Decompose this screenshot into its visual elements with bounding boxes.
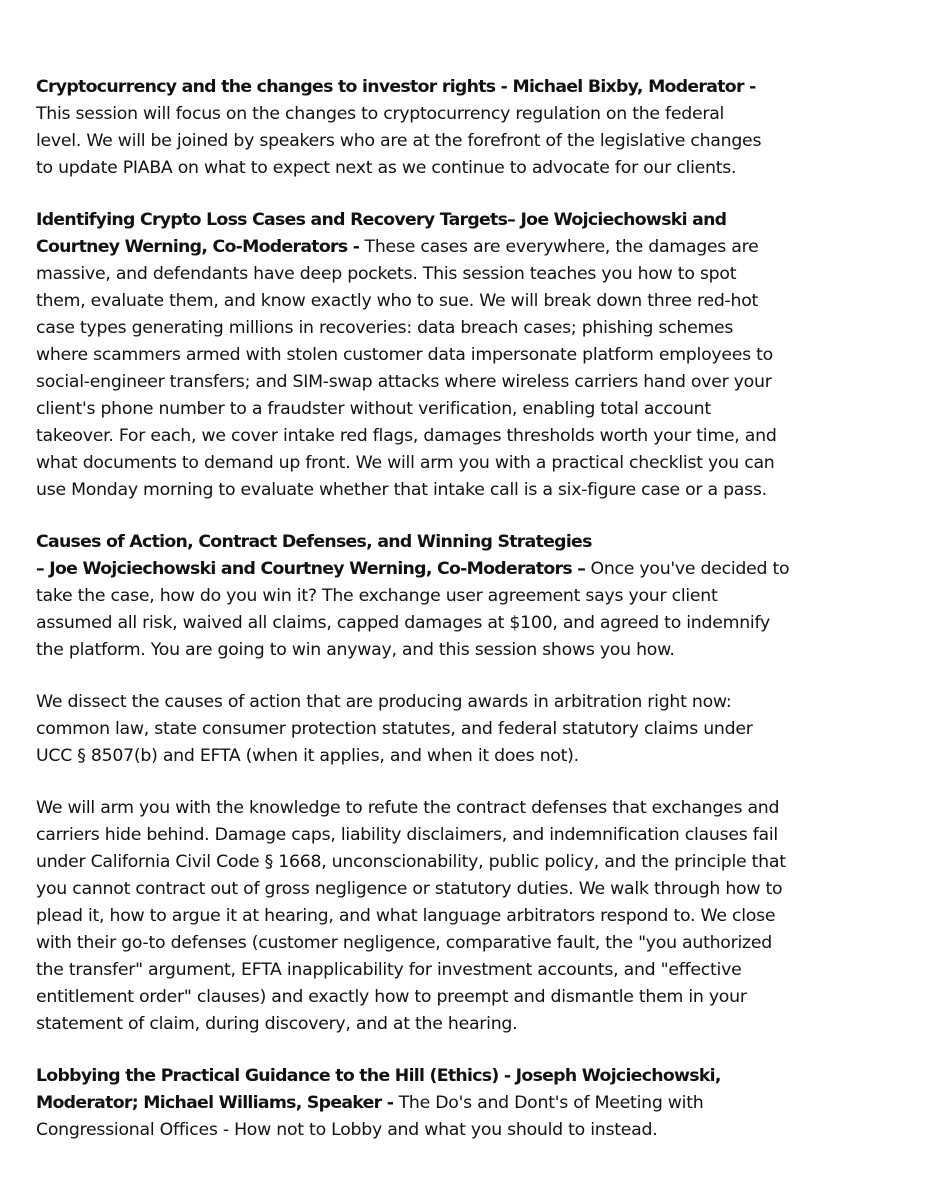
text-line: [36, 261, 789, 288]
session-body-text: We will arm you with the knowledge to refute the contract defenses that exchanges and: [36, 798, 780, 818]
session-body-text: statement of claim, during discovery, and at the hearing.: [36, 1014, 518, 1034]
session-body-text: The Do's and Dont's of Meeting with: [398, 1093, 704, 1113]
text-line: [36, 128, 789, 155]
session-paragraph: [36, 529, 789, 664]
session-body-text: under California Civil Code § 1668, unconscionability, public policy, and the principle that: [36, 852, 786, 872]
session-body-text: you cannot contract out of gross negligence or statutory duties. We walk through how to: [36, 879, 783, 899]
session-body-text: what documents to demand up front. We will arm you with a practical checklist you can: [36, 453, 775, 473]
text-line: [36, 957, 789, 984]
session-body-text: common law, state consumer protection statutes, and federal statutory claims under: [36, 719, 753, 739]
session-heading-text: Identifying Crypto Loss Cases and Recovery Targets– Joe Wojciechowski and: [36, 210, 727, 230]
text-line: [36, 583, 789, 610]
session-body-text: massive, and defendants have deep pockets. This session teaches you how to spot: [36, 264, 737, 284]
session-body-text: where scammers armed with stolen customer data impersonate platform employees to: [36, 345, 773, 365]
session-body-text: client's phone number to a fraudster without verification, enabling total account: [36, 399, 711, 419]
text-line: [36, 1063, 789, 1090]
text-line: [36, 234, 789, 261]
session-body-text: to update PIABA on what to expect next as we continue to advocate for our clients.: [36, 158, 737, 178]
text-line: [36, 207, 789, 234]
session-body-text: takeover. For each, we cover intake red flags, damages thresholds worth your time, and: [36, 426, 777, 446]
text-line: [36, 822, 789, 849]
text-line: [36, 610, 789, 637]
session-body-text: level. We will be joined by speakers who are at the forefront of the legislative changes: [36, 131, 762, 151]
session-paragraph: [36, 207, 789, 504]
session-paragraph: [36, 1063, 789, 1144]
session-body-text: This session will focus on the changes to cryptocurrency regulation on the federal: [36, 104, 725, 124]
text-line: [36, 477, 789, 504]
session-body-text: These cases are everywhere, the damages are: [364, 237, 759, 257]
text-line: [36, 342, 789, 369]
session-paragraph: [36, 689, 789, 770]
session-heading-text: Lobbying the Practical Guidance to the Hill (Ethics) - Joseph Wojciechowski,: [36, 1066, 721, 1086]
session-body-text: plead it, how to argue it at hearing, and what language arbitrators respond to. We close: [36, 906, 776, 926]
text-line: [36, 743, 789, 770]
text-line: [36, 716, 789, 743]
session-body-text: the platform. You are going to win anyway, and this session shows you how.: [36, 640, 675, 660]
session-body-text: them, evaluate them, and know exactly who to sue. We will break down three red-hot: [36, 291, 759, 311]
text-line: [36, 984, 789, 1011]
text-line: [36, 369, 789, 396]
text-line: [36, 637, 789, 664]
session-body-text: entitlement order" clauses) and exactly how to preempt and dismantle them in your: [36, 987, 747, 1007]
session-body-text: use Monday morning to evaluate whether that intake call is a six-figure case or a pass.: [36, 480, 767, 500]
session-body-text: social-engineer transfers; and SIM-swap attacks where wireless carriers hand over your: [36, 372, 772, 392]
session-body-text: We dissect the causes of action that are producing awards in arbitration right now:: [36, 692, 732, 712]
text-line: [36, 450, 789, 477]
text-line: [36, 529, 789, 556]
session-heading-text: Causes of Action, Contract Defenses, and Winning Strategies: [36, 532, 592, 552]
session-body-text: assumed all risk, waived all claims, capped damages at $100, and agreed to indemnify: [36, 613, 770, 633]
session-body-text: the transfer" argument, EFTA inapplicability for investment accounts, and "effective: [36, 960, 742, 980]
text-line: [36, 1090, 789, 1117]
text-line: [36, 556, 789, 583]
text-line: [36, 795, 789, 822]
session-body-text: Congressional Offices - How not to Lobby and what you should to instead.: [36, 1120, 658, 1140]
text-line: [36, 155, 789, 182]
text-line: [36, 1117, 789, 1144]
text-line: [36, 1011, 789, 1038]
text-line: [36, 903, 789, 930]
text-line: [36, 689, 789, 716]
session-body-text: with their go-to defenses (customer negligence, comparative fault, the "you authorized: [36, 933, 772, 953]
text-line: [36, 876, 789, 903]
session-body-text: case types generating millions in recoveries: data breach cases; phishing schemes: [36, 318, 734, 338]
text-line: [36, 423, 789, 450]
session-body-text: carriers hide behind. Damage caps, liability disclaimers, and indemnification clauses fail: [36, 825, 778, 845]
text-line: [36, 930, 789, 957]
text-line: [36, 101, 789, 128]
session-heading-text: Courtney Werning, Co-Moderators -: [36, 237, 365, 257]
session-heading-text: Moderator; Michael Williams, Speaker -: [36, 1093, 399, 1113]
text-line: [36, 396, 789, 423]
session-body-text: UCC § 8507(b) and EFTA (when it applies, and when it does not).: [36, 746, 579, 766]
session-paragraph: [36, 74, 789, 182]
text-line: [36, 315, 789, 342]
session-heading-text: – Joe Wojciechowski and Courtney Werning, Co-Moderators –: [36, 559, 591, 579]
text-line: [36, 74, 789, 101]
text-line: [36, 288, 789, 315]
document-body: [36, 74, 789, 1169]
session-body-text: take the case, how do you win it? The exchange user agreement says your client: [36, 586, 718, 606]
session-paragraph: [36, 795, 789, 1038]
session-heading-text: Cryptocurrency and the changes to investor rights - Michael Bixby, Moderator -: [36, 77, 756, 97]
text-line: [36, 849, 789, 876]
session-body-text: Once you've decided to: [590, 559, 790, 579]
